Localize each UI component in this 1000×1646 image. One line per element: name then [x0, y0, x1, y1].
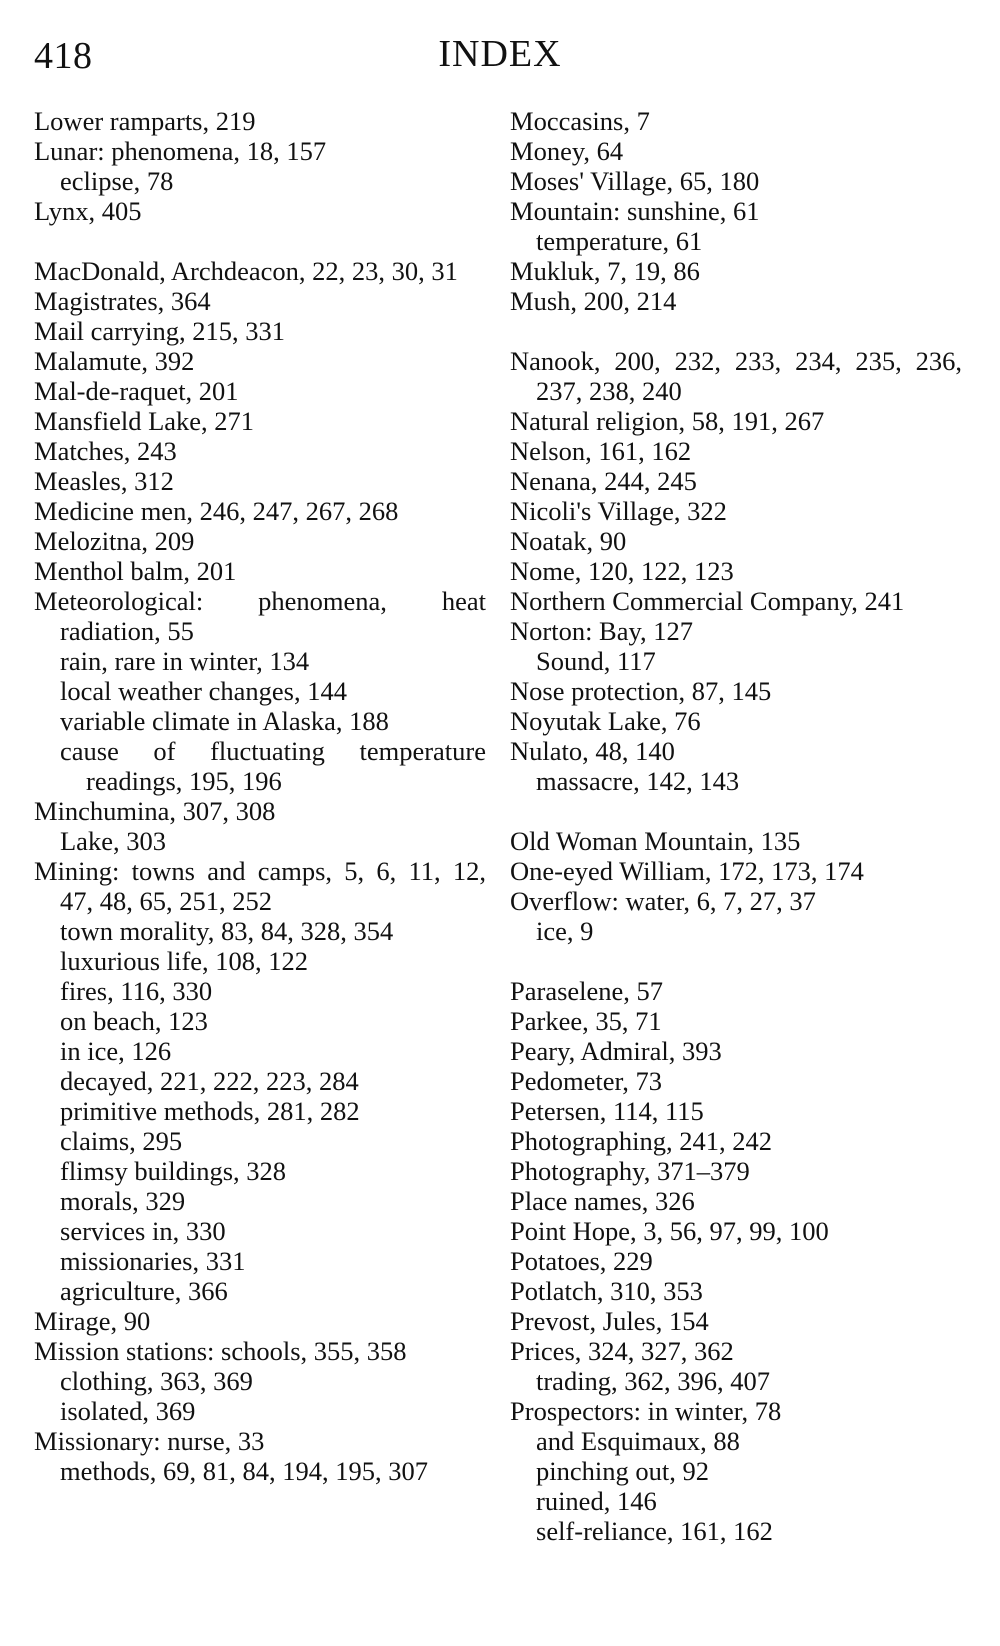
index-entry: Magistrates, 364: [34, 286, 211, 316]
index-subentry: luxurious life, 108, 122: [60, 946, 309, 976]
index-entry: Nelson, 161, 162: [510, 436, 692, 466]
index-entry: Petersen, 114, 115: [510, 1096, 704, 1126]
index-entry: Photography, 371–379: [510, 1156, 750, 1186]
index-entry: Mush, 200, 214: [510, 286, 677, 316]
index-entry: Prevost, Jules, 154: [510, 1306, 709, 1336]
index-entry: Moccasins, 7: [510, 106, 650, 136]
index-subentry: town morality, 83, 84, 328, 354: [60, 916, 394, 946]
index-entry: Nanook, 200, 232, 233, 234, 235, 236, 237, 238, 240: [510, 346, 962, 406]
index-entry: Matches, 243: [34, 436, 177, 466]
index-subentry: flimsy buildings, 328: [60, 1156, 287, 1186]
index-entry: Lower ramparts, 219: [34, 106, 256, 136]
index-entry: Potlatch, 310, 353: [510, 1276, 703, 1306]
index-entry: Place names, 326: [510, 1186, 695, 1216]
index-entry: Money, 64: [510, 136, 624, 166]
index-entry: Moses' Village, 65, 180: [510, 166, 760, 196]
index-entry: Melozitna, 209: [34, 526, 195, 556]
index-entry: Noatak, 90: [510, 526, 627, 556]
index-column-left: [34, 106, 486, 1486]
index-entry: Mansfield Lake, 271: [34, 406, 255, 436]
index-subentry: claims, 295: [60, 1126, 183, 1156]
index-subentry: morals, 329: [60, 1186, 186, 1216]
index-subentry: clothing, 363, 369: [60, 1366, 253, 1396]
index-subentry: fires, 116, 330: [60, 976, 213, 1006]
index-subentry: cause of fluctuating temperature readings, 195, 196: [60, 736, 486, 796]
index-entry: Mountain: sunshine, 61: [510, 196, 760, 226]
index-entry: Nenana, 244, 245: [510, 466, 697, 496]
index-subentry: self-reliance, 161, 162: [536, 1516, 773, 1546]
index-entry: Parkee, 35, 71: [510, 1006, 662, 1036]
index-entry: Natural religion, 58, 191, 267: [510, 406, 825, 436]
index-entry: Northern Commercial Company, 241: [510, 586, 905, 616]
index-subentry: ice, 9: [536, 916, 594, 946]
index-entry: Pedometer, 73: [510, 1066, 663, 1096]
page-header: [0, 28, 1000, 88]
index-entry: Mission stations: schools, 355, 358: [34, 1336, 407, 1366]
index-subentry: pinching out, 92: [536, 1456, 709, 1486]
index-entry: Norton: Bay, 127: [510, 616, 694, 646]
page-title: INDEX: [438, 33, 562, 75]
index-subentry: and Esquimaux, 88: [536, 1426, 740, 1456]
index-subentry: Sound, 117: [536, 646, 656, 676]
letter-group-gap: [510, 946, 962, 976]
index-entry: Nulato, 48, 140: [510, 736, 675, 766]
index-entry: Mukluk, 7, 19, 86: [510, 256, 700, 286]
index-column-right: [510, 106, 962, 1546]
index-subentry: ruined, 146: [536, 1486, 657, 1516]
index-subentry: rain, rare in winter, 134: [60, 646, 310, 676]
index-entry: Menthol balm, 201: [34, 556, 237, 586]
index-subentry: temperature, 61: [536, 226, 703, 256]
index-entry: Malamute, 392: [34, 346, 195, 376]
index-subentry: primitive methods, 281, 282: [60, 1096, 360, 1126]
index-entry: Mail carrying, 215, 331: [34, 316, 285, 346]
index-subentry: eclipse, 78: [60, 166, 174, 196]
index-subentry: services in, 330: [60, 1216, 226, 1246]
index-subentry: massacre, 142, 143: [536, 766, 740, 796]
index-subentry: agriculture, 366: [60, 1276, 228, 1306]
index-entry: Nome, 120, 122, 123: [510, 556, 734, 586]
index-entry: Mining: towns and camps, 5, 6, 11, 12, 47, 48, 65, 251, 252: [34, 856, 486, 916]
index-subentry: local weather changes, 144: [60, 676, 347, 706]
index-entry: Measles, 312: [34, 466, 174, 496]
index-entry: Noyutak Lake, 76: [510, 706, 701, 736]
index-entry: Prospectors: in winter, 78: [510, 1396, 782, 1426]
index-entry: Nose protection, 87, 145: [510, 676, 772, 706]
index-entry: Minchumina, 307, 308: [34, 796, 276, 826]
index-subentry: Lake, 303: [60, 826, 166, 856]
index-subentry: missionaries, 331: [60, 1246, 246, 1276]
index-entry: Point Hope, 3, 56, 97, 99, 100: [510, 1216, 829, 1246]
index-entry: Paraselene, 57: [510, 976, 664, 1006]
index-subentry: variable climate in Alaska, 188: [60, 706, 389, 736]
index-subentry: decayed, 221, 222, 223, 284: [60, 1066, 359, 1096]
letter-group-gap: [510, 316, 962, 346]
index-subentry: methods, 69, 81, 84, 194, 195, 307: [60, 1456, 429, 1486]
index-entry: Meteorological: phenomena, heat radiation, 55: [34, 586, 486, 646]
index-entry: Nicoli's Village, 322: [510, 496, 727, 526]
index-entry: Medicine men, 246, 247, 267, 268: [34, 496, 399, 526]
letter-group-gap: [510, 796, 962, 826]
index-entry: Old Woman Mountain, 135: [510, 826, 801, 856]
page-number: 418: [34, 35, 93, 77]
index-subentry: on beach, 123: [60, 1006, 208, 1036]
index-entry: Mal-de-raquet, 201: [34, 376, 239, 406]
index-subentry: in ice, 126: [60, 1036, 172, 1066]
index-entry: Potatoes, 229: [510, 1246, 653, 1276]
index-entry: Lunar: phenomena, 18, 157: [34, 136, 327, 166]
index-subentry: trading, 362, 396, 407: [536, 1366, 771, 1396]
index-entry: Peary, Admiral, 393: [510, 1036, 722, 1066]
index-entry: MacDonald, Archdeacon, 22, 23, 30, 31: [34, 256, 458, 286]
index-entry: Photographing, 241, 242: [510, 1126, 773, 1156]
index-entry: Lynx, 405: [34, 196, 142, 226]
index-entry: Prices, 324, 327, 362: [510, 1336, 734, 1366]
letter-group-gap: [34, 226, 486, 256]
index-entry: Overflow: water, 6, 7, 27, 37: [510, 886, 816, 916]
index-entry: Mirage, 90: [34, 1306, 151, 1336]
index-entry: One-eyed William, 172, 173, 174: [510, 856, 864, 886]
index-subentry: isolated, 369: [60, 1396, 196, 1426]
index-entry: Missionary: nurse, 33: [34, 1426, 265, 1456]
